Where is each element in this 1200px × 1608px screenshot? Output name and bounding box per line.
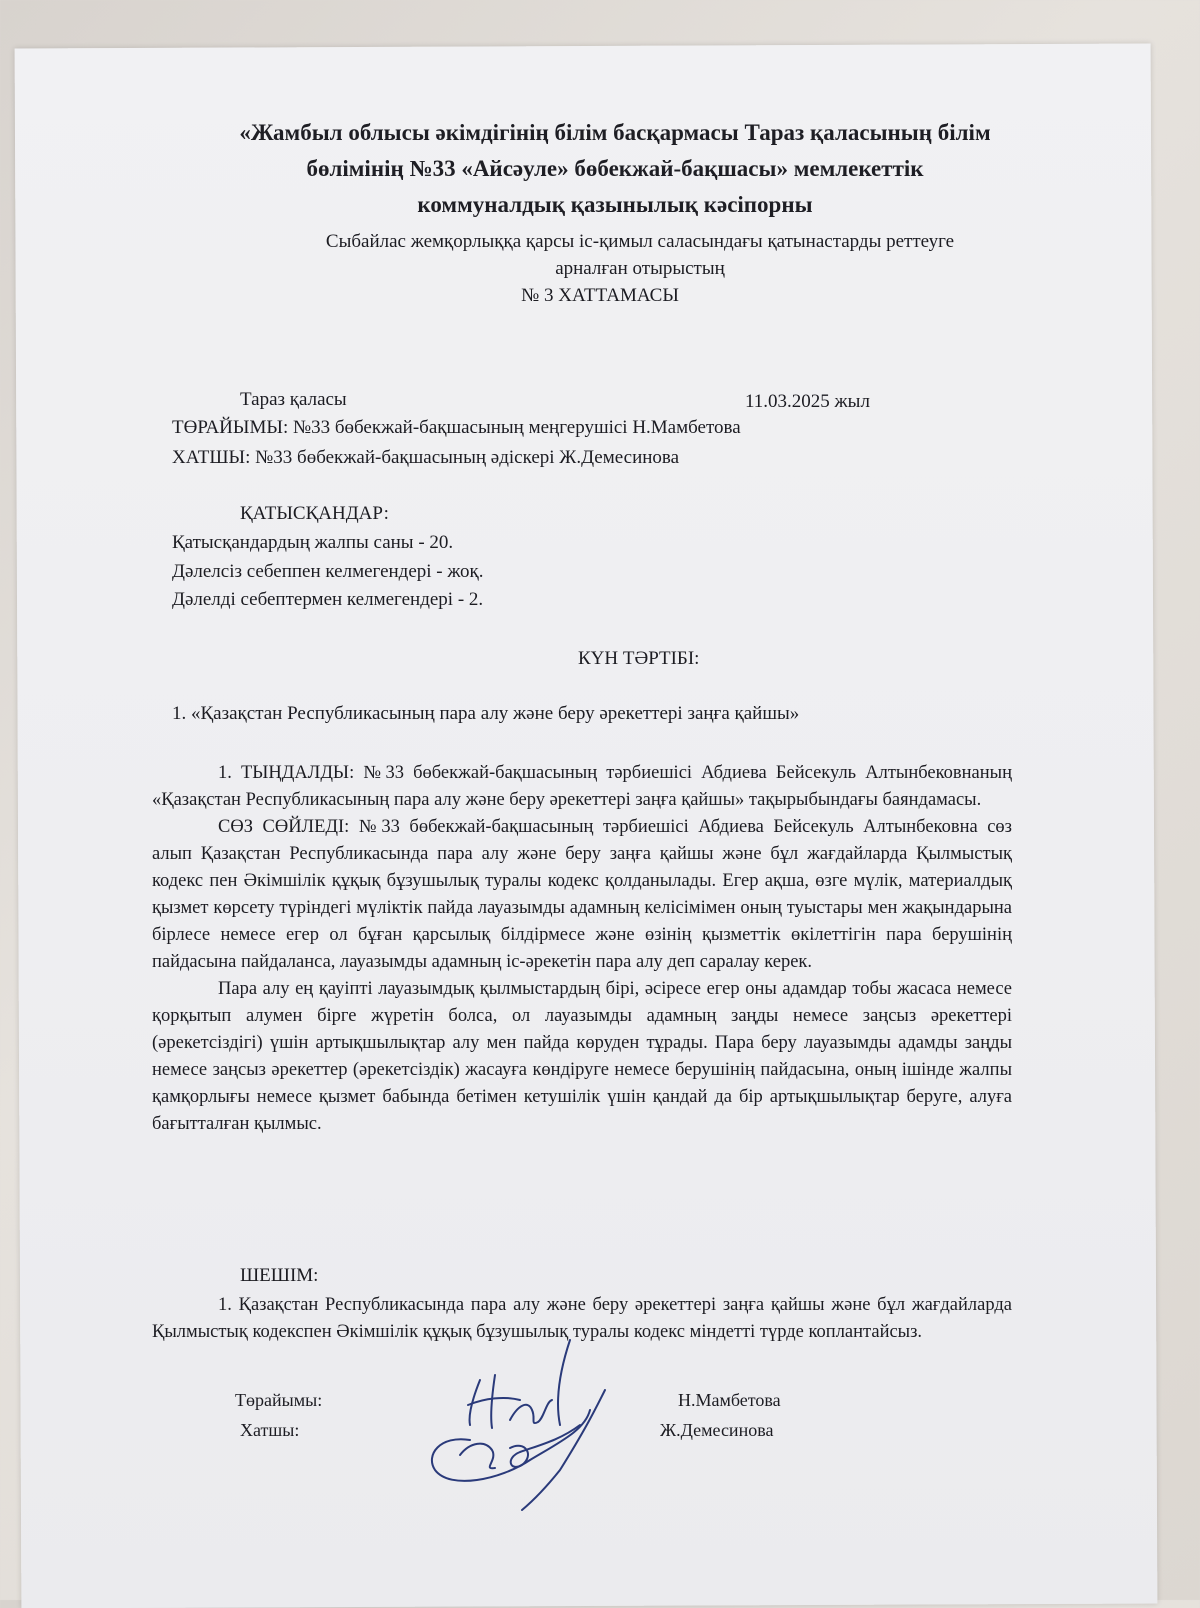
city: Тараз қаласы bbox=[240, 389, 347, 410]
paragraph-2: Пара алу ең қауіпті лауазымдық қылмыстардың бірі, әсіресе егер оны адамдар тобы жасаса немесе қорқытып алумен бірге жүретін болса, ол лауазымды адамның заңды немесе заңсыз әрекеттері (әрекетсіздігі) үшін артықшылықтар алу мен пайда көруден тұрады. Пара беру лауазымды адамды заңды немесе заңсыз әрекеттер (әрекетсіздік) жасауға көндіруге немесе берушінің пайдасына, оның ішінде жалпы қамқорлығы немесе қызмет бабында бетімен кетушілік үшін қандай да бір артықшылықтар беруге, алуға бағытталған қылмыс. bbox=[152, 979, 1012, 1134]
protocol-title: № 3 ХАТТАМАСЫ bbox=[521, 285, 679, 306]
handwritten-signature bbox=[410, 1330, 640, 1530]
secretary-signature-label: Хатшы: bbox=[240, 1420, 300, 1440]
decision-item-1: 1. Қазақстан Республикасында пара алу және беру әрекеттері заңға қайшы және бұл жағдайларда Қылмыстық кодекспен Әкімшілік құқық бұзушылық туралы кодекс міндетті түрде коплантайсыз. bbox=[152, 1295, 1012, 1342]
attendees-absent-unexcused: Дәлелсіз себеппен келмегендері - жоқ. bbox=[172, 561, 484, 582]
organization-title bbox=[0, 115, 1200, 223]
attendees-absent-excused: Дәлелді себептермен келмегендері - 2. bbox=[172, 589, 484, 610]
subtitle-line-2: арналған отырыстың bbox=[555, 258, 725, 279]
decision-heading: ШЕШІМ: bbox=[240, 1265, 319, 1286]
attendees-heading: ҚАТЫСҚАНДАР: bbox=[240, 503, 389, 524]
org-line-3: коммуналдық қазынылық кәсіпорны bbox=[417, 192, 813, 217]
org-line-1: «Жамбыл облысы әкімдігінің білім басқармасы Тараз қаласының білім bbox=[239, 120, 991, 145]
agenda-item-1: 1. «Қазақстан Республикасының пара алу және беру әрекеттері заңға қайшы» bbox=[172, 703, 800, 724]
chair-line: ТӨРАЙЫМЫ: №33 бөбекжай-бақшасының меңгерушісі Н.Мамбетова bbox=[172, 417, 741, 438]
secretary-line: ХАТШЫ: №33 бөбекжай-бақшасының әдіскері Ж.Демесинова bbox=[172, 447, 680, 468]
subtitle-line-1: Сыбайлас жемқорлыққа қарсы іс-қимыл саласындағы қатынастарды реттеуге bbox=[325, 231, 955, 252]
date: 11.03.2025 жыл bbox=[745, 391, 870, 412]
main-content bbox=[152, 760, 1012, 1138]
heard-paragraph: 1. ТЫҢДАЛДЫ: №33 бөбекжай-бақшасының тәрбиешісі Абдиева Бейсекуль Алтынбековнаның «Қазақстан Республикасының пара алу және беру әрекеттері заңға қайшы» тақырыбындағы баяндамасы. bbox=[152, 763, 1012, 810]
agenda-heading: КҮН ТӘРТІБІ: bbox=[578, 648, 700, 669]
attendees-total: Қатысқандардың жалпы саны - 20. bbox=[172, 532, 454, 553]
chair-signature-name: Н.Мамбетова bbox=[678, 1390, 781, 1410]
meeting-subtitle bbox=[190, 228, 1090, 282]
spoke-paragraph: СӨЗ СӨЙЛЕДІ: №33 бөбекжай-бақшасының тәрбиешісі Абдиева Бейсекуль Алтынбековна сөз алып Қазақстан Республикасында пара алу және беру заңға қайшы және бұл жағдайларда Қылмыстық кодекс пен Әкімшілік құқық бұзушылық туралы кодекс қолданылады. Егер ақша, өзге мүлік, материалдық қызмет көрсету түріндегі мүліктік пайда лауазымды адамның келісімімен оның туыстары мен жақындарына бірлесе немесе егер ол бұған қарсылық білдірмесе және өзінің қызметтік өкілеттігін пара берушінің пайдасына пайдаланса, лауазымды адамның іс-әрекетін пара алу деп саралау керек. bbox=[152, 817, 1012, 972]
org-line-2: бөлімінің №33 «Айсәуле» бөбекжай-бақшасы» мемлекеттік bbox=[306, 156, 924, 181]
secretary-signature-name: Ж.Демесинова bbox=[660, 1420, 774, 1440]
chair-signature-label: Төрайымы: bbox=[235, 1390, 323, 1410]
